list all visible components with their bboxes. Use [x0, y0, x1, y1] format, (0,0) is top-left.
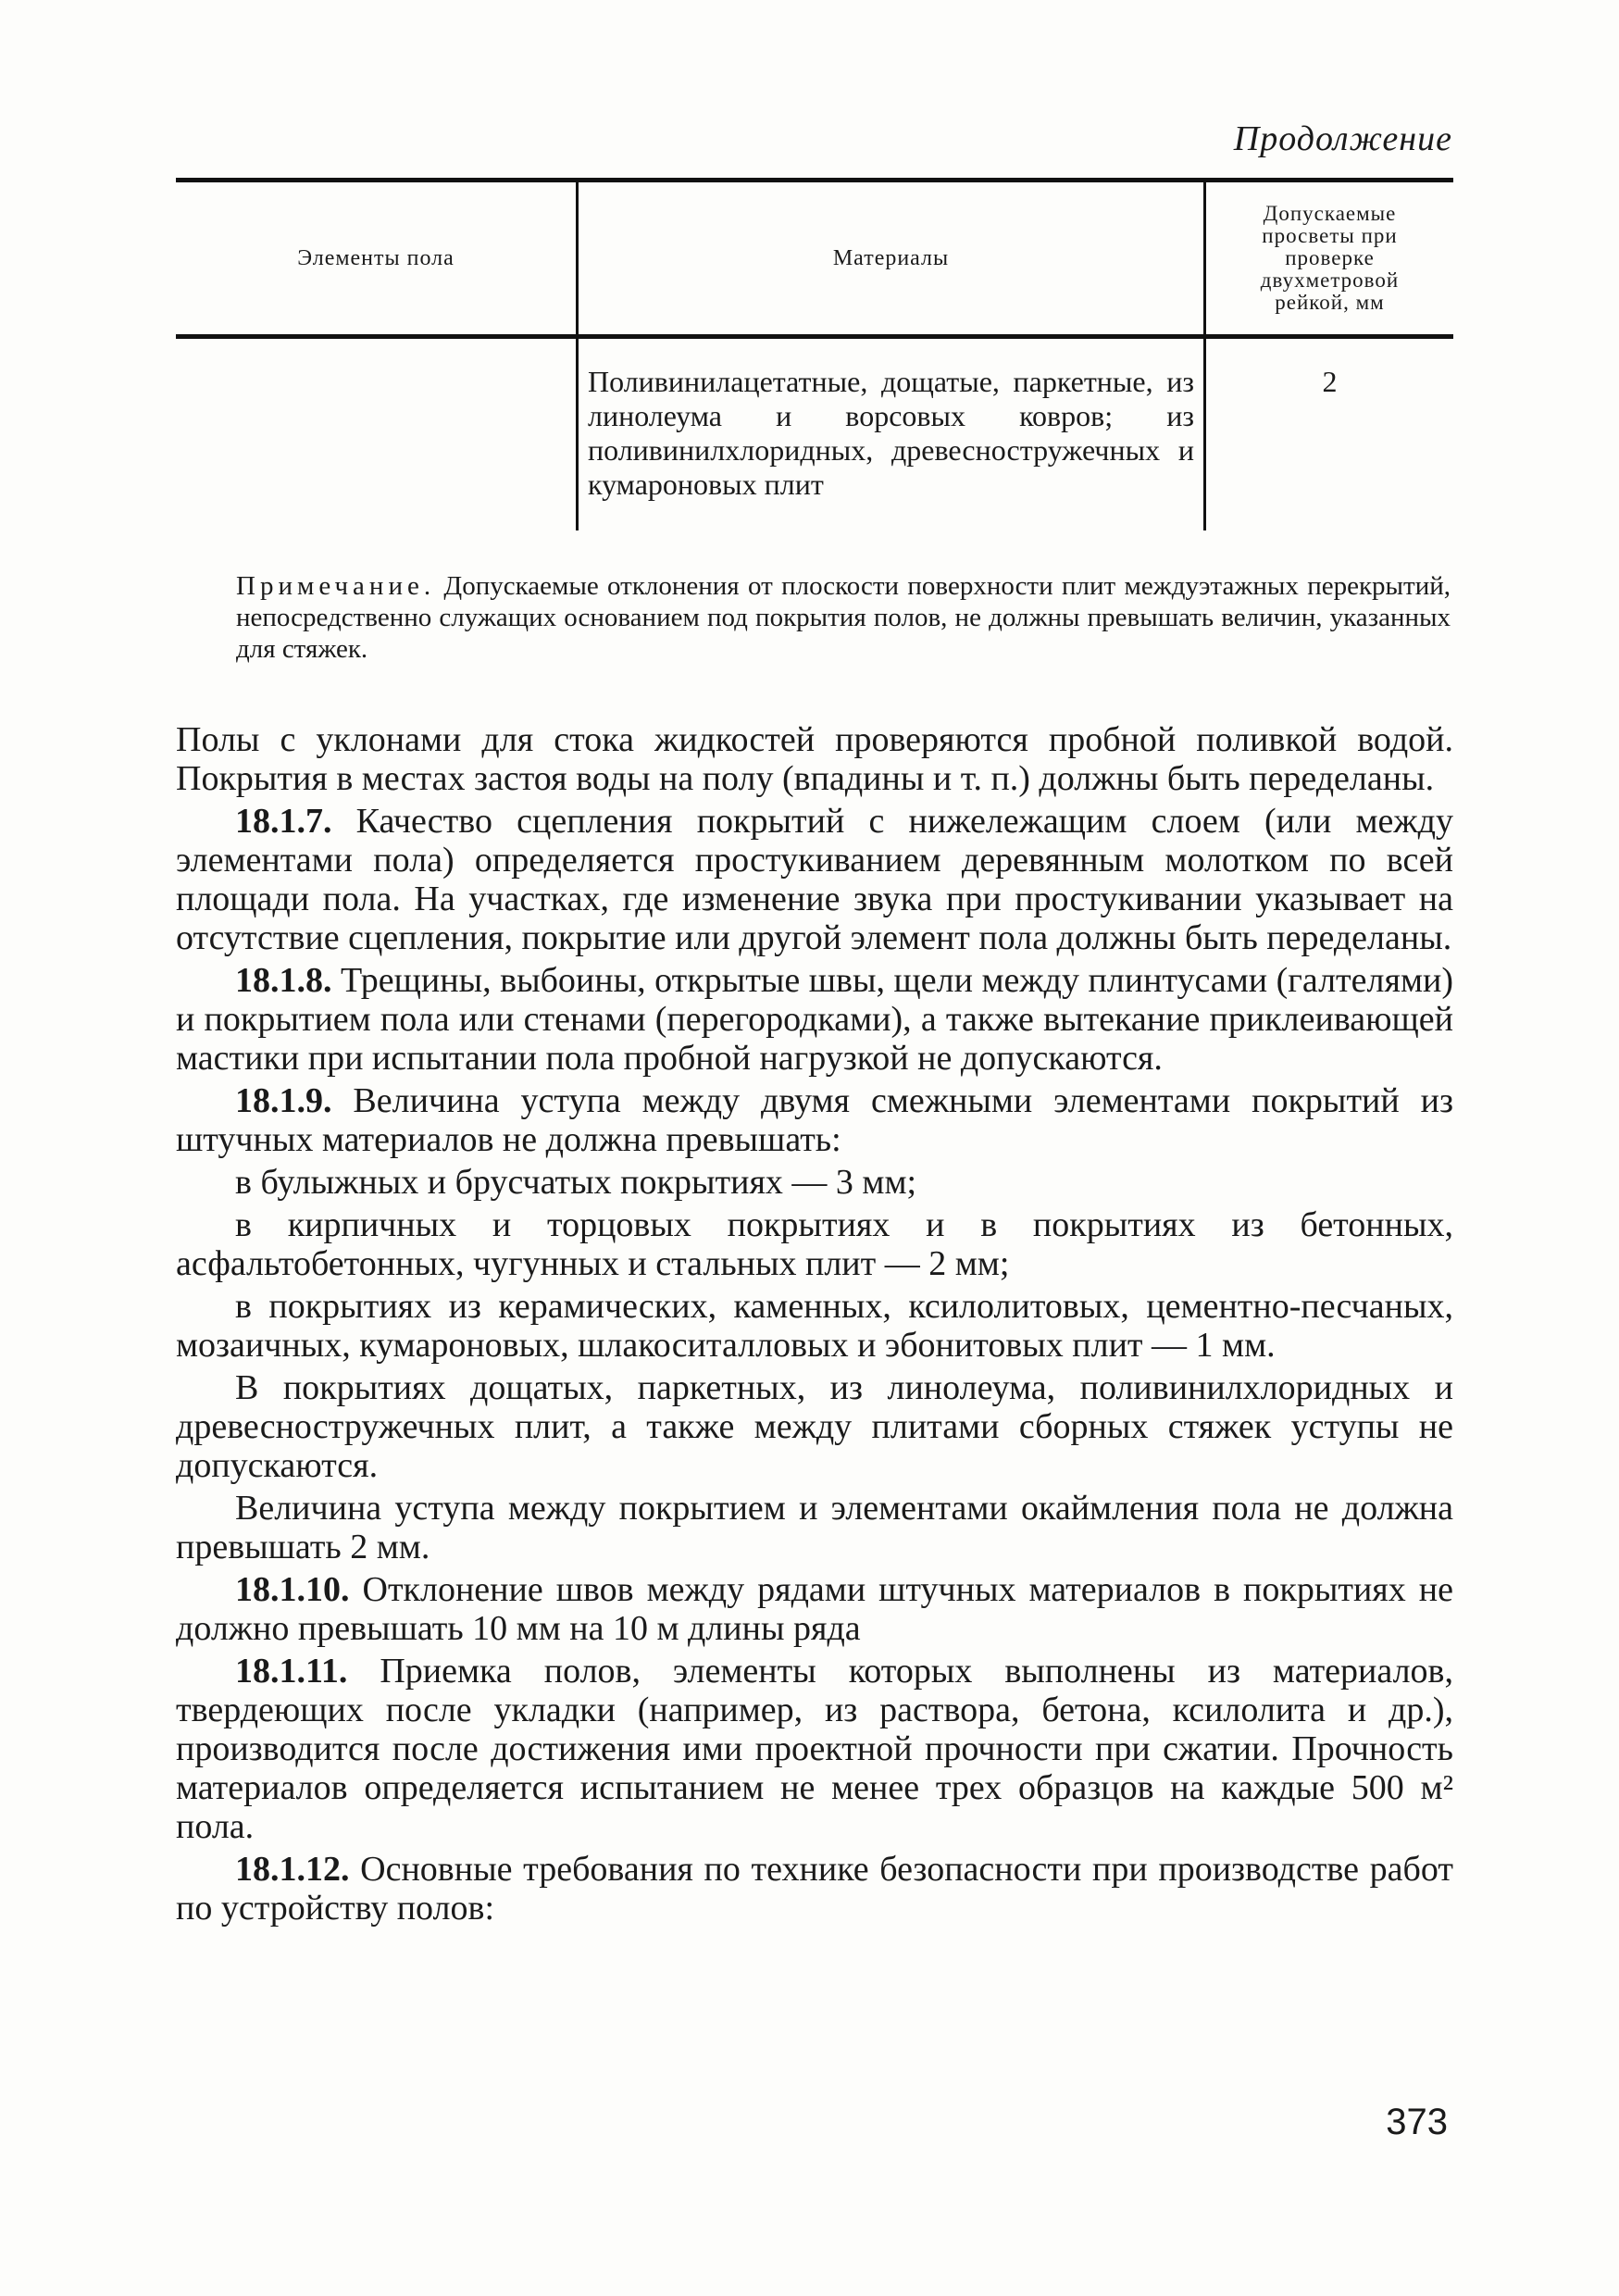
paragraph	[176, 961, 1453, 1078]
section-number: 18.1.11.	[235, 1652, 348, 1691]
section-number: 18.1.10.	[235, 1570, 350, 1609]
paragraph	[176, 1570, 1453, 1648]
paragraph	[176, 1205, 1453, 1283]
paragraph-text: Приемка полов, элементы которых выполнены из материалов, твердеющих после укладки (например, из раствора, бетона, ксилолита и др.), производится после достижения ими проектной прочности при сжатии. Прочность материалов определяется испытанием не менее трех образцов на каждые 500 м² пола.	[176, 1652, 1453, 1846]
paragraph	[176, 1368, 1453, 1485]
page-number: 373	[1386, 2102, 1448, 2142]
paragraph-text: Основные требования по технике безопасности при производстве работ по устройству полов:	[176, 1850, 1453, 1928]
table-note	[236, 570, 1451, 665]
header-tolerance: Допускаемые просветы при проверке двухметровой рейкой, мм	[1205, 181, 1454, 337]
row-element	[176, 337, 578, 531]
continuation-label: Продолжение	[1233, 119, 1452, 158]
paragraph	[176, 1081, 1453, 1159]
paragraph	[176, 802, 1453, 957]
section-number: 18.1.9.	[235, 1081, 332, 1120]
header-materials: Материалы	[578, 181, 1205, 337]
body-text	[176, 720, 1453, 1931]
paragraph-text: в покрытиях из керамических, каменных, ксилолитовых, цементно-песчаных, мозаичных, кумароновых, шлакоситалловых и эбонитовых плит — 1 мм.	[176, 1287, 1453, 1365]
paragraph-text: в булыжных и брусчатых покрытиях — 3 мм;	[235, 1163, 917, 1202]
row-tolerance: 2	[1322, 365, 1338, 398]
note-text: Допускаемые отклонения от плоскости поверхности плит междуэтажных перекрытий, непосредственно служащих основанием под покрытия полов, не должны превышать величин, указанных для стяжек.	[236, 571, 1451, 664]
section-number: 18.1.12.	[235, 1850, 350, 1889]
paragraph	[176, 1652, 1453, 1846]
floor-tolerance-table	[176, 178, 1453, 530]
row-materials: Поливинилацетатные, дощатые, паркетные, из линолеума и ворсовых ковров; из поливинилхлоридных, древесностружечных и кумароновых плит	[578, 337, 1205, 531]
paragraph-text: Величина уступа между двумя смежными элементами покрытий из штучных материалов не должна превышать:	[176, 1081, 1453, 1159]
paragraph-text: Качество сцепления покрытий с нижележащим слоем (или между элементами пола) определяется простукиванием деревянным молотком по всей площади пола. На участках, где изменение звука при простукивании указывает на отсутствие сцепления, покрытие или другой элемент пола должны быть переделаны.	[176, 802, 1453, 957]
paragraph-text: Величина уступа между покрытием и элементами окаймления пола не должна превышать 2 мм.	[176, 1489, 1453, 1566]
paragraph	[176, 1163, 1453, 1202]
table-row	[176, 337, 1453, 531]
note-label: Примечание.	[236, 571, 436, 601]
paragraph-text: Полы с уклонами для стока жидкостей проверяются пробной поливкой водой. Покрытия в местах застоя воды на полу (впадины и т. п.) должны быть переделаны.	[176, 720, 1453, 798]
paragraph-text: Отклонение швов между рядами штучных материалов в покрытиях не должно превышать 10 мм на 10 м длины ряда	[176, 1570, 1453, 1648]
section-number: 18.1.7.	[235, 802, 332, 841]
header-elements: Элементы пола	[176, 181, 578, 337]
paragraph-text: В покрытиях дощатых, паркетных, из линолеума, поливинилхлоридных и древесностружечных плит, а также между плитами сборных стяжек уступы не допускаются.	[176, 1368, 1453, 1485]
paragraph-text: в кирпичных и торцовых покрытиях и в покрытиях из бетонных, асфальтобетонных, чугунных и стальных плит — 2 мм;	[176, 1205, 1453, 1283]
paragraph	[176, 720, 1453, 798]
section-number: 18.1.8.	[235, 961, 332, 1000]
paragraph-text: Трещины, выбоины, открытые швы, щели между плинтусами (галтелями) и покрытием пола или стенами (перегородками), а также вытекание приклеивающей мастики при испытании пола пробной нагрузкой не допускаются.	[176, 961, 1453, 1078]
paragraph	[176, 1287, 1453, 1365]
paragraph	[176, 1850, 1453, 1928]
paragraph	[176, 1489, 1453, 1566]
